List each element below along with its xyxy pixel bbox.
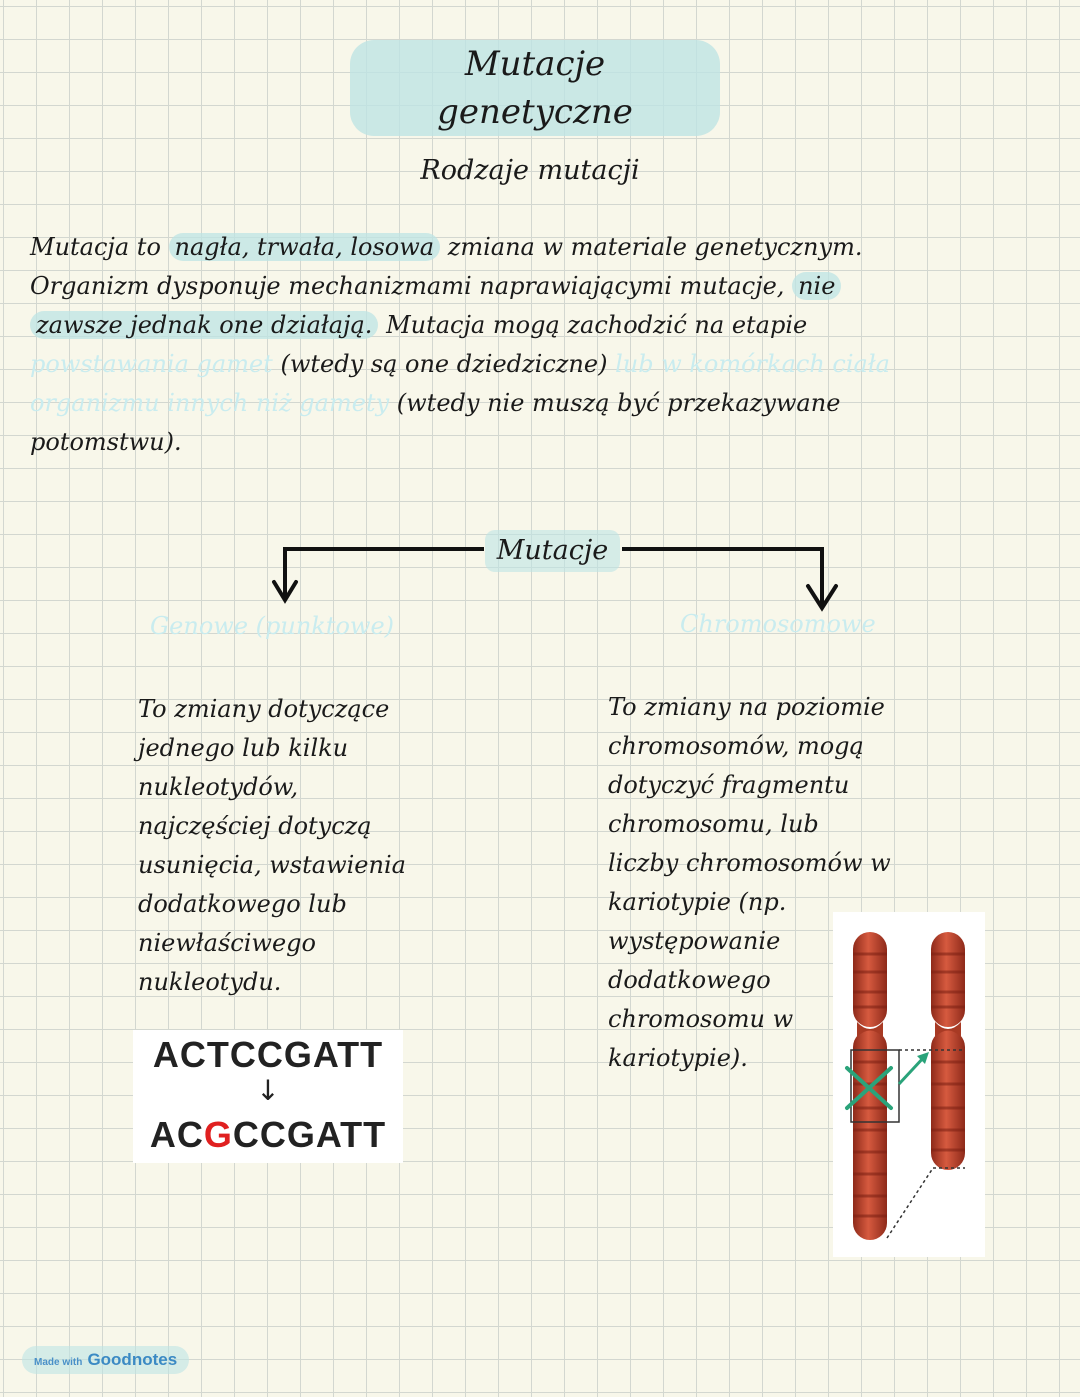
chromosome-mutation-title: Chromosomowe — [680, 610, 876, 638]
description-line: dodatkowego — [608, 966, 771, 994]
description-line: To zmiany dotyczące — [138, 695, 390, 723]
made-with-goodnotes-badge — [22, 1346, 189, 1374]
intro-text: potomstwu). — [30, 428, 182, 456]
page-title-text: Mutacje genetyczne — [350, 40, 720, 136]
gene-mutation-description — [138, 690, 468, 1002]
original-sequence: ACTCCGATT — [152, 1034, 384, 1075]
description-line: To zmiany na poziomie — [608, 693, 885, 721]
description-line: nukleotydów, — [138, 773, 299, 801]
intro-text: (wtedy są one dziedziczne) — [272, 350, 616, 378]
description-line: występowanie — [608, 927, 781, 955]
intro-text: Mutacja mogą zachodzić na etapie — [378, 311, 808, 339]
description-line: dotyczyć fragmentu — [608, 771, 850, 799]
connector-right — [622, 549, 822, 606]
mutated-sequence — [133, 1114, 403, 1156]
intro-paragraph — [30, 228, 1040, 462]
intro-text: Organizm dysponuje mechanizmami naprawiającymi mutacje, — [30, 272, 793, 300]
substituted-nucleotide: G — [203, 1114, 233, 1155]
intro-text: (wtedy nie muszą być przekazywane — [389, 389, 841, 417]
intro-text: zmiana w materiale genetycznym. — [440, 233, 863, 261]
diagram-root-label: Mutacje — [485, 530, 620, 572]
intro-text: Mutacja to — [30, 233, 169, 261]
sequence-part: CCGATT — [232, 1114, 387, 1155]
intro-faint-text: lub w komórkach ciała — [615, 350, 890, 378]
dna-sequence-example — [133, 1030, 403, 1163]
section-subtitle: Rodzaje mutacji — [420, 155, 640, 186]
description-line: usunięcia, wstawienia — [138, 851, 406, 879]
goodnotes-brand: Goodnotes — [87, 1350, 178, 1369]
chromosome-illustration — [833, 912, 985, 1257]
intro-highlight: nagła, trwała, losowa — [169, 233, 441, 261]
description-line: nukleotydu. — [138, 968, 282, 996]
sequence-part: AC — [149, 1114, 204, 1155]
description-line: kariotypie (np. — [608, 888, 787, 916]
intro-faint-text: organizmu innych niż gamety — [30, 389, 390, 417]
intro-faint-text: powstawania gamet — [30, 350, 273, 378]
intro-highlight: nie — [792, 272, 841, 300]
description-line: dodatkowego lub — [138, 890, 347, 918]
gene-mutation-title: Genowe (punktowe) — [150, 612, 395, 640]
description-line: chromosomu, lub — [608, 810, 819, 838]
description-line: liczby chromosomów w — [608, 849, 891, 877]
description-line: chromosomu w — [608, 1005, 794, 1033]
description-line: kariotypie). — [608, 1044, 748, 1072]
chromosome-image — [833, 912, 985, 1257]
chromosome-right — [931, 932, 965, 1170]
description-line: chromosomów, mogą — [608, 732, 864, 760]
transfer-arrow-icon — [899, 1052, 929, 1084]
description-line: niewłaściwego — [138, 929, 316, 957]
intro-highlight: zawsze jednak one działają. — [30, 311, 378, 339]
down-arrow-icon: ↓ — [256, 1074, 280, 1107]
description-line: jednego lub kilku — [138, 734, 349, 762]
connector-left — [285, 549, 484, 598]
page-title — [350, 40, 720, 132]
made-with-label: Made with — [34, 1357, 83, 1368]
description-line: najczęściej dotyczą — [138, 812, 372, 840]
